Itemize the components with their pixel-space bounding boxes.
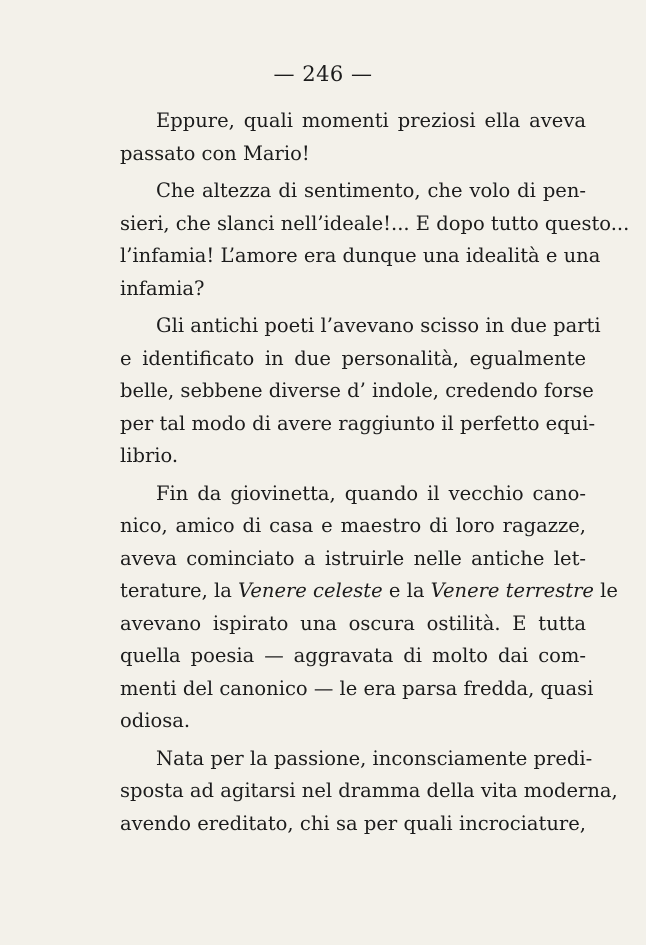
text-line: aveva cominciato a istruirle nelle antiche let- [120, 546, 586, 570]
text-line: menti del canonico — le era parsa fredda, quasi [120, 676, 594, 700]
paragraph-1 [120, 105, 586, 170]
text-line: sposta ad agitarsi nel dramma della vita moderna, [120, 779, 618, 802]
italic-term: Venere celeste [238, 579, 383, 602]
text-line: sieri, che slanci nell’ideale!... E dopo tutto questo... [120, 211, 630, 235]
paragraph-3 [120, 310, 601, 473]
text-line: infamia? [120, 276, 205, 300]
text-line-with-italics [120, 575, 618, 608]
text-line: odiosa. [120, 709, 191, 732]
paragraph-4 [120, 478, 618, 738]
page-number: — 246 — [273, 62, 373, 86]
text-line: avendo ereditato, chi sa per quali incrociature, [120, 811, 586, 835]
body-text [120, 105, 630, 840]
text-line: Gli antichi poeti l’avevano scisso in due parti [156, 314, 601, 337]
paragraph-2 [120, 175, 630, 305]
text-line: librio. [120, 444, 179, 467]
text-line: per tal modo di avere raggiunto il perfetto equi- [120, 411, 596, 435]
text-line: avevano ispirato una oscura ostilità. E tutta [120, 611, 586, 635]
text-fragment: le [593, 579, 618, 602]
text-line: Che altezza di sentimento, che volo di pen- [156, 179, 586, 202]
text-line: Nata per la passione, inconsciamente predi- [156, 746, 593, 770]
text-line: quella poesia — aggravata di molto dai com- [120, 644, 586, 667]
text-line: Eppure, quali momenti preziosi ella aveva [156, 109, 586, 132]
text-line: passato con Mario! [120, 141, 310, 165]
text-line: belle, sebbene diverse d’ indole, credendo forse [120, 379, 594, 402]
text-line: nico, amico di casa e maestro di loro ragazze, [120, 514, 586, 537]
text-fragment: e la [382, 579, 431, 602]
text-line: l’infamia! L’amore era dunque una idealità e una [120, 244, 601, 267]
text-line: Fin da giovinetta, quando il vecchio cano- [156, 481, 586, 505]
text-line: e identificato in due personalità, egualmente [120, 346, 586, 370]
italic-term: Venere terrestre [430, 579, 594, 602]
paragraph-5 [120, 743, 618, 841]
text-fragment: terature, la [120, 579, 239, 602]
